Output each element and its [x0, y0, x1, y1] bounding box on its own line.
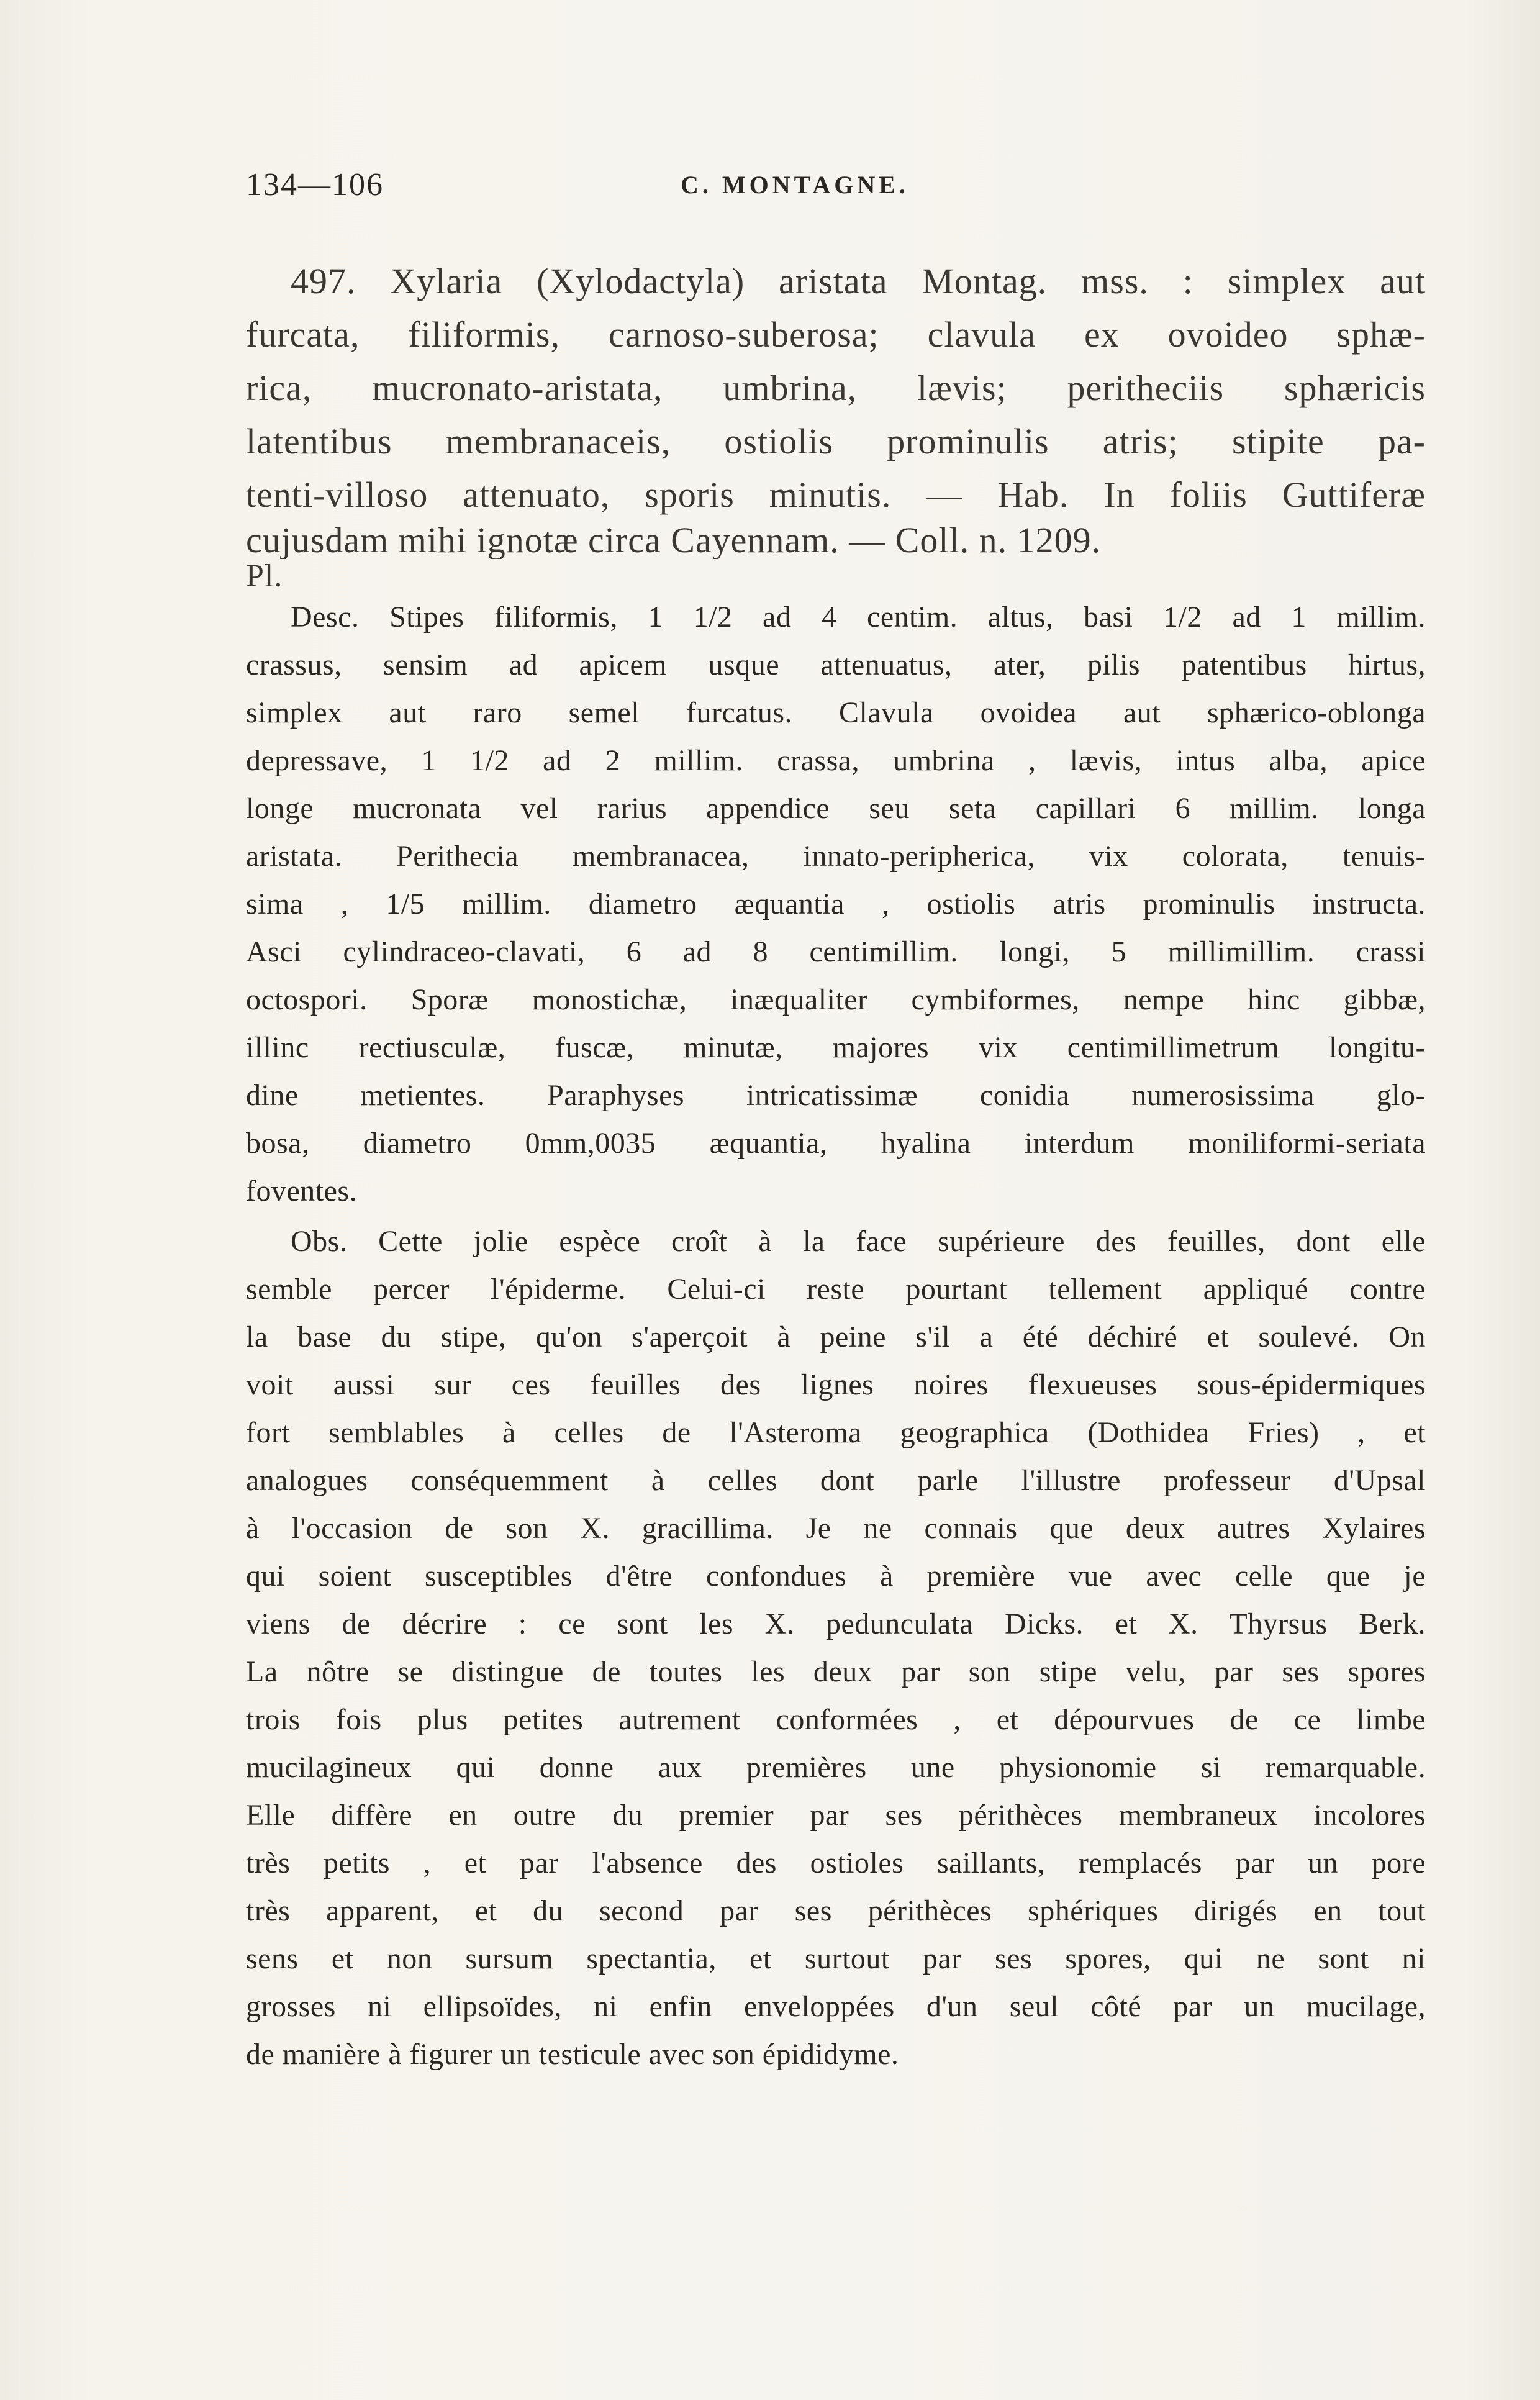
running-header [246, 166, 1426, 210]
page-number: 134—106 [246, 167, 384, 202]
description-line: longe mucronata vel rarius appendice seu seta capillari 6 millim. longa [246, 792, 1426, 825]
observation-line: très petits , et par l'absence des ostioles saillants, remplacés par un pore [246, 1847, 1426, 1880]
description-line: aristata. Perithecia membranacea, innato-peripherica, vix colorata, tenuis- [246, 840, 1426, 873]
observation-line: analogues conséquemment à celles dont parle l'illustre professeur d'Upsal [246, 1464, 1426, 1497]
plate-reference: Pl. [246, 559, 283, 594]
description-line: depressave, 1 1/2 ad 2 millim. crassa, umbrina , lævis, intus alba, apice [246, 744, 1426, 777]
diagnosis-line: tenti-villoso attenuato, sporis minutis. — Hab. In foliis Guttiferæ [246, 475, 1426, 515]
observation-line: fort semblables à celles de l'Asteroma geographica (Dothidea Fries) , et [246, 1416, 1426, 1449]
description-line: simplex aut raro semel furcatus. Clavula ovoidea aut sphærico-oblonga [246, 696, 1426, 729]
description-line: sima , 1/5 millim. diametro æquantia , ostiolis atris prominulis instructa. [246, 888, 1426, 920]
description-line: Desc. Stipes filiformis, 1 1/2 ad 4 centim. altus, basi 1/2 ad 1 millim. [291, 601, 1426, 634]
observation-line: La nôtre se distingue de toutes les deux par son stipe velu, par ses spores [246, 1655, 1426, 1688]
observation-line: mucilagineux qui donne aux premières une physionomie si remarquable. [246, 1751, 1426, 1784]
diagnosis-line: rica, mucronato-aristata, umbrina, lævis; peritheciis sphæricis [246, 368, 1426, 408]
observation-line: à l'occasion de son X. gracillima. Je ne connais que deux autres Xylaires [246, 1512, 1426, 1545]
description-line: crassus, sensim ad apicem usque attenuatus, ater, pilis patentibus hirtus, [246, 648, 1426, 681]
observation-line: sens et non sursum spectantia, et surtout par ses spores, qui ne sont ni [246, 1942, 1426, 1975]
description-line: Asci cylindraceo-clavati, 6 ad 8 centimillim. longi, 5 millimillim. crassi [246, 935, 1426, 968]
diagnosis-line: cujusdam mihi ignotæ circa Cayennam. — Coll. n. 1209. [246, 522, 1102, 559]
observation-line: grosses ni ellipsoïdes, ni enfin enveloppées d'un seul côté par un mucilage, [246, 1990, 1426, 2023]
observation-line: viens de décrire : ce sont les X. pedunculata Dicks. et X. Thyrsus Berk. [246, 1607, 1426, 1640]
diagnosis-line: 497. Xylaria (Xylodactyla) aristata Montag. mss. : simplex aut [291, 261, 1426, 301]
observation-line: la base du stipe, qu'on s'aperçoit à peine s'il a été déchiré et soulevé. On [246, 1320, 1426, 1353]
diagnosis-line: latentibus membranaceis, ostiolis prominulis atris; stipite pa- [246, 421, 1426, 461]
description-line: octospori. Sporæ monostichæ, inæqualiter cymbiformes, nempe hinc gibbæ, [246, 983, 1426, 1016]
running-author: C. MONTAGNE. [681, 171, 909, 199]
observation-line: très apparent, et du second par ses périthèces sphériques dirigés en tout [246, 1894, 1426, 1927]
description-line: dine metientes. Paraphyses intricatissimæ conidia numerosissima glo- [246, 1079, 1426, 1112]
description-line: bosa, diametro 0mm,0035 æquantia, hyalina interdum moniliformi-seriata [246, 1127, 1426, 1160]
observation-paragraph [246, 1217, 1426, 2078]
description-line: foventes. [246, 1175, 358, 1207]
observation-line: Obs. Cette jolie espèce croît à la face supérieure des feuilles, dont elle [291, 1225, 1426, 1258]
observation-line: qui soient susceptibles d'être confondues à première vue avec celle que je [246, 1560, 1426, 1593]
species-diagnosis [246, 255, 1426, 594]
observation-line: semble percer l'épiderme. Celui-ci reste pourtant tellement appliqué contre [246, 1273, 1426, 1306]
diagnosis-line: furcata, filiformis, carnoso-suberosa; clavula ex ovoideo sphæ- [246, 314, 1426, 355]
observation-line: voit aussi sur ces feuilles des lignes noires flexueuses sous-épidermiques [246, 1368, 1426, 1401]
description-paragraph [246, 593, 1426, 1215]
observation-line: Elle diffère en outre du premier par ses périthèces membraneux incolores [246, 1799, 1426, 1832]
description-line: illinc rectiusculæ, fuscæ, minutæ, majores vix centimillimetrum longitu- [246, 1031, 1426, 1064]
observation-line: trois fois plus petites autrement conformées , et dépourvues de ce limbe [246, 1703, 1426, 1736]
observation-line: de manière à figurer un testicule avec son épididyme. [246, 2038, 899, 2071]
